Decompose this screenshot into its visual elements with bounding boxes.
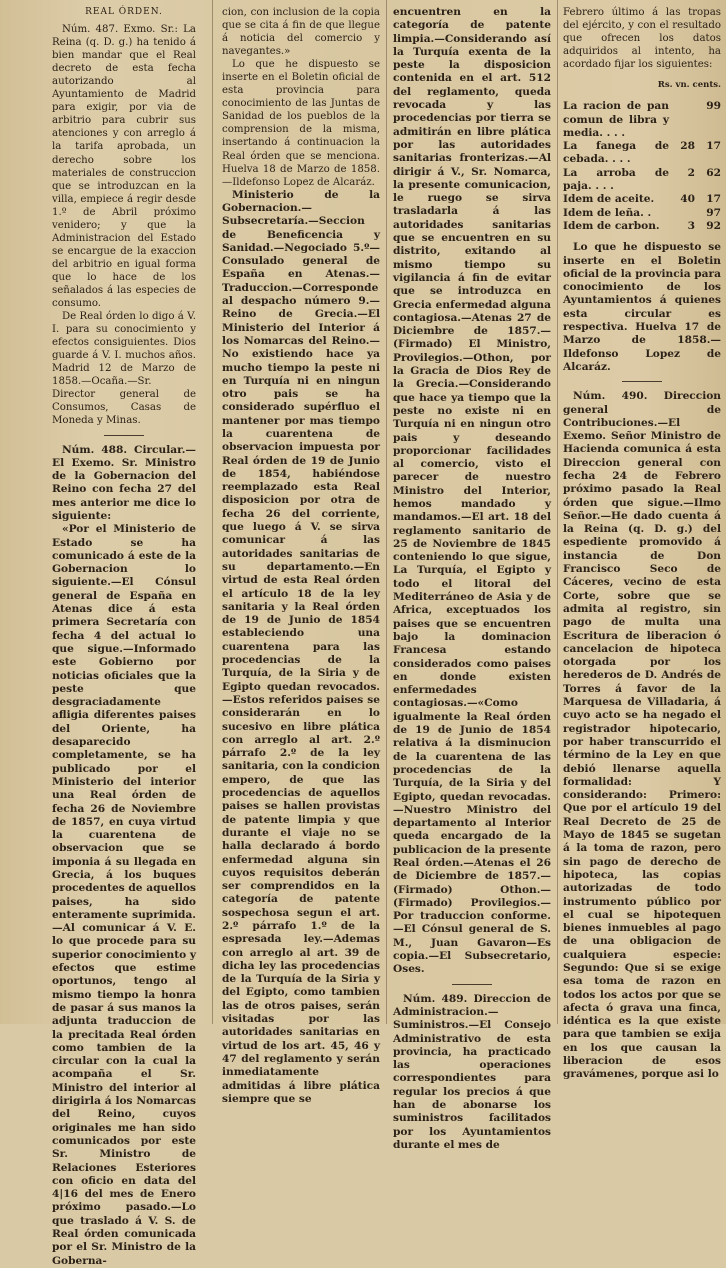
- price-reales: 2: [687, 166, 695, 179]
- column-3: [393, 6, 551, 1151]
- column-rule: [557, 0, 558, 1024]
- column-2: [222, 6, 380, 1105]
- price-cents: 99: [706, 100, 721, 113]
- section-divider: [104, 435, 144, 436]
- price-reales: 40: [680, 193, 695, 206]
- price-item-label: La arroba de paja. . . .: [563, 166, 669, 193]
- notice-489-continuation: Febrero último á las tropas del ejército, y con el resultado que ofrecen los datos adquiridos al intento, ha acordado fijar los siguientes:: [563, 7, 721, 71]
- column-1: [52, 6, 197, 1267]
- column-rule: [386, 0, 387, 1024]
- price-table: [563, 100, 721, 233]
- price-cents: 17: [706, 140, 721, 153]
- price-reales: 3: [687, 219, 695, 232]
- price-row: [563, 207, 721, 220]
- price-table-header: Rs. vn. cents.: [657, 80, 721, 91]
- price-item-label: La fanega de cebada. . . .: [563, 140, 669, 166]
- notice-488-heading: Núm. 488. Circular.—El Exemo. Sr. Ministro de la Gobernacion del Reino con fecha 27 del mes anterior me dice lo siguiente:: [52, 443, 196, 522]
- section-title: REAL ÓRDEN.: [85, 7, 163, 17]
- price-item-label: Idem de carbon.: [563, 219, 660, 232]
- price-row: [563, 140, 721, 167]
- price-reales: [669, 207, 695, 220]
- notice-490: Núm. 490. Direccion general de Contribuciones.—El Exemo. Señor Ministro de Hacienda comunica á esta Direccion general con fecha 24 de Febrero próximo pasado la Real órden que sigue.—Ilmo Señor.—He dado cuenta á la Reina (q. D. g.) del espediente promovido á instancia de Don Francisco Seco de Cáceres, vecino de esta Corte, sobre que se admita al registro, sin pago de multa una Escritura de liberacion ó cancelacion de hipoteca otorgada por los herederos de D. Andrés de Torres á favor de la Marquesa de Villadaria, á cuyo acto se ha negado el registrador hipotecario, por haber transcurrido el término de la Ley en que debió llenarse aquella formalidad: Y considerando: Primero: Que por el artículo 19 del Real Decreto de 25 de Mayo de 1845 se sugetan á la toma de razon, pero sin pago de derecho de hipoteca, las copias autorizadas de todo instrumento público por el cual se hipotequen bienes inmuebles al pago de una obligacion de cualquiera especie: Segundo: Que si se exige esa toma de razon en todos los actos por que se afecta ó grava una finca, idéntica es la que existe para que tambien se exija en los que causan la liberacion de esos gravámenes, porque asi lo: [563, 390, 721, 1081]
- section-divider: [452, 984, 492, 985]
- price-cents: 17: [706, 193, 721, 206]
- price-row: [563, 100, 721, 140]
- price-reales: [669, 100, 695, 140]
- column-rule: [212, 0, 213, 1024]
- price-cents: 92: [706, 219, 721, 232]
- price-row: [563, 220, 721, 233]
- section-divider: [622, 381, 662, 382]
- notice-488-order: Lo que he dispuesto se inserte en el Boletin oficial de esta provincia para conocimiento de las Juntas de Sanidad de los pueblos de la comprension de la misma, insertando á continuacion la Real órden que se menciona. Huelva 18 de Marzo de 1858.—Ildefonso Lopez de Alcaráz.: [222, 59, 380, 188]
- notice-489: Núm. 489. Direccion de Administracion.—Suministros.—El Consejo Administrativo de esta provincia, ha practicado las operaciones correspondientes para regular los precios á que han de abonarse los suministros facilitados por los Ayuntamientos durante el mes de: [393, 992, 551, 1151]
- translation-continuation: encuentren en la categoría de patente limpia.—Considerando así la Turquía exenta de la peste la disposicion contenida en el art. 512 del reglamento, queda revocada y las procedencias por tierra se admitirán en libre plática por las autoridades sanitarias fronterizas.—Al dirigir á V., Sr. Nomarca, la presente comunicacion, le ruego se sirva trasladarla á las autoridades sanitarias que se encuentren en su distrito, exitando al mismo tiempo su vigilancia á fin de evitar que se introduzca en Grecia enfermedad alguna contagiosa.—Atenas 27 de Diciembre de 1857.—(Firmado) El Ministro, Provilegios.—Othon, por la Gracia de Dios Rey de la Grecia.—Considerando que hace ya tiempo que la peste no existe ni en Turquía ni en ningun otro pais y deseando proporcionar facilidades al comercio, visto el parecer de nuestro Ministro del Interior, hemos mandado y mandamos.—El art. 18 del reglamento sanitario de 25 de Noviembre de 1845 conteniendo lo que sigue, La Turquía, el Egipto y todo el litoral del Mediterráneo de Asia y de Africa, exceptuados los paises que se encuentren bajo la dominacion Francesa estando considerados como paises en donde existen enfermedades contagiosas.—«Como igualmente la Real órden de 19 de Junio de 1854 relativa á la disminucion de la cuarentena de las procedencias de la Turquía, de la Siria y del Egipto, quedan revocadas.—Nuestro Ministro del departamento al Interior queda encargado de la publicacion de la presente Real órden.—Atenas el 26 de Diciembre de 1857.—(Firmado) Othon.—(Firmado) Provilegios.—Por traduccion conforme.—El Cónsul general de S. M., Juan Gavaron—Es copia.—El Subsecretario, Oses.: [393, 6, 551, 976]
- price-row: [563, 167, 721, 194]
- notice-487: Núm. 487. Exmo. Sr.: La Reina (q. D. g.) ha tenido á bien mandar que el Real decreto de esta fecha autorizando al Ayuntamiento de Madrid para exigir, por via de arbitrio para cubrir sus atenciones y con arreglo á la tarifa aprobada, un derecho sobre los materiales de construccion que se introduzcan en la villa, empiece á regir desde 1.º de Abril próximo venidero; y que la Administracion del Estado se encargue de la exaccion del arbitrio en igual forma que lo hace de los señalados á las especies de consumo.: [52, 24, 196, 310]
- notice-488-continuation: cion, con inclusion de la copia que se cita á fin de que llegue á noticia del comercio y navegantes.»: [222, 7, 380, 58]
- price-row: [563, 193, 721, 206]
- price-cents: 62: [706, 166, 721, 179]
- notice-487-closing: De Real órden lo digo á V. I. para su conocimiento y efectos consiguientes. Dios guarde á V. I. muchos años. Madrid 12 de Marzo de 1858.—Ocaña.—Sr. Director general de Consumos, Casas de Moneda y Minas.: [52, 311, 196, 427]
- price-reales: 28: [680, 140, 695, 153]
- column-4: [563, 6, 721, 1081]
- notice-489-closing: Lo que he dispuesto se inserte en el Boletin oficial de la provincia para conocimiento de los Ayuntamientos á quienes esta circular es respectiva. Huelva 17 de Marzo de 1858.—Ildefonso Lopez de Alcaráz.: [563, 241, 721, 373]
- ministry-translation: Ministerio de la Gobernacion.—Subsecretaría.—Seccion de Beneficencia y Sanidad.—Negociado 5.º—Consulado general de España en Atenas.—Traduccion.—Corresponde al despacho número 9.—Reino de Grecia.—El Ministerio del Interior á los Nomarcas del Reino.—No existiendo hace ya mucho tiempo la peste ni en Turquía ni en ningun otro pais se ha considerado supérfluo el mantener por mas tiempo la cuarentena de observacion impuesta por Real órden de 19 de Junio de 1854, habiéndose reemplazado esta Real disposicion por otra de fecha 26 del corriente, que luego á V. se sirva comunicar á las autoridades sanitarias de su departamento.—En virtud de esta Real órden el artículo 18 de la ley sanitaria y la Real órden de 19 de Junio de 1854 estableciendo una cuarentena para las procedencias de la Turquía, de la Siria y de Egipto quedan revocados.—Estos referidos paises se considerarán en lo sucesivo en libre plática con arreglo al art. 2.º párrafo 2.º de la ley sanitaria, con la condicion empero, de que las procedencias de aquellos paises se hallen provistas de patente limpia y que durante el viaje no se halla declarado á bordo enfermedad alguna sin cuyos requisitos deberán ser comprendidos en la categoría de patente sospechosa segun el art. 2.º párrafo 1.º de la espresada ley.—Ademas con arreglo al art. 39 de dicha ley las procedencias de la Turquía de la Siria y del Egipto, como tambien las de otros paises, serán visitadas por las autoridades sanitarias en virtud de los art. 45, 46 y 47 del reglamento y serán inmediatamente admitidas á libre plática siempre que se: [222, 188, 380, 1105]
- price-item-label: Idem de aceite.: [563, 193, 655, 206]
- notice-488-body: «Por el Ministerio de Estado se ha comunicado á este de la Gobernacion lo siguiente.—El Cónsul general de España en Atenas dice á esta primera Secretaría con fecha 4 del actual lo que sigue.—Informado este Gobierno por noticias oficiales que la peste que desgraciadamente afligia diferentes paises del Oriente, ha desaparecido completamente, se ha publicado por el Ministerio del interior una Real órden de fecha 26 de Noviembre de 1857, en cuya virtud la cuarentena de observacion que se imponia á su llegada en Grecia, á los buques procedentes de aquellos paises, ha sido enteramente suprimida.—Al comunicar á V. E. lo que procede para su superior conocimiento y efectos que estime oportunos, tengo al mismo tiempo la honra de pasar á sus manos la adjunta traduccion de la precitada Real órden como tambien de la circular con la cual la acompaña el Sr. Ministro del interior al dirigirla á los Nomarcas del Reino, cuyos originales me han sido comunicados por este Sr. Ministro de Relaciones Esteriores con oficio en data del 4|16 del mes de Enero próximo pasado.—Lo que traslado á V. S. de Real órden comunicada por el Sr. Ministro de la Goberna-: [52, 523, 197, 1267]
- price-item-label: La racion de pan comun de libra y media. . . .: [563, 100, 669, 139]
- price-item-label: Idem de leña. .: [563, 206, 652, 219]
- price-cents: 97: [706, 206, 721, 219]
